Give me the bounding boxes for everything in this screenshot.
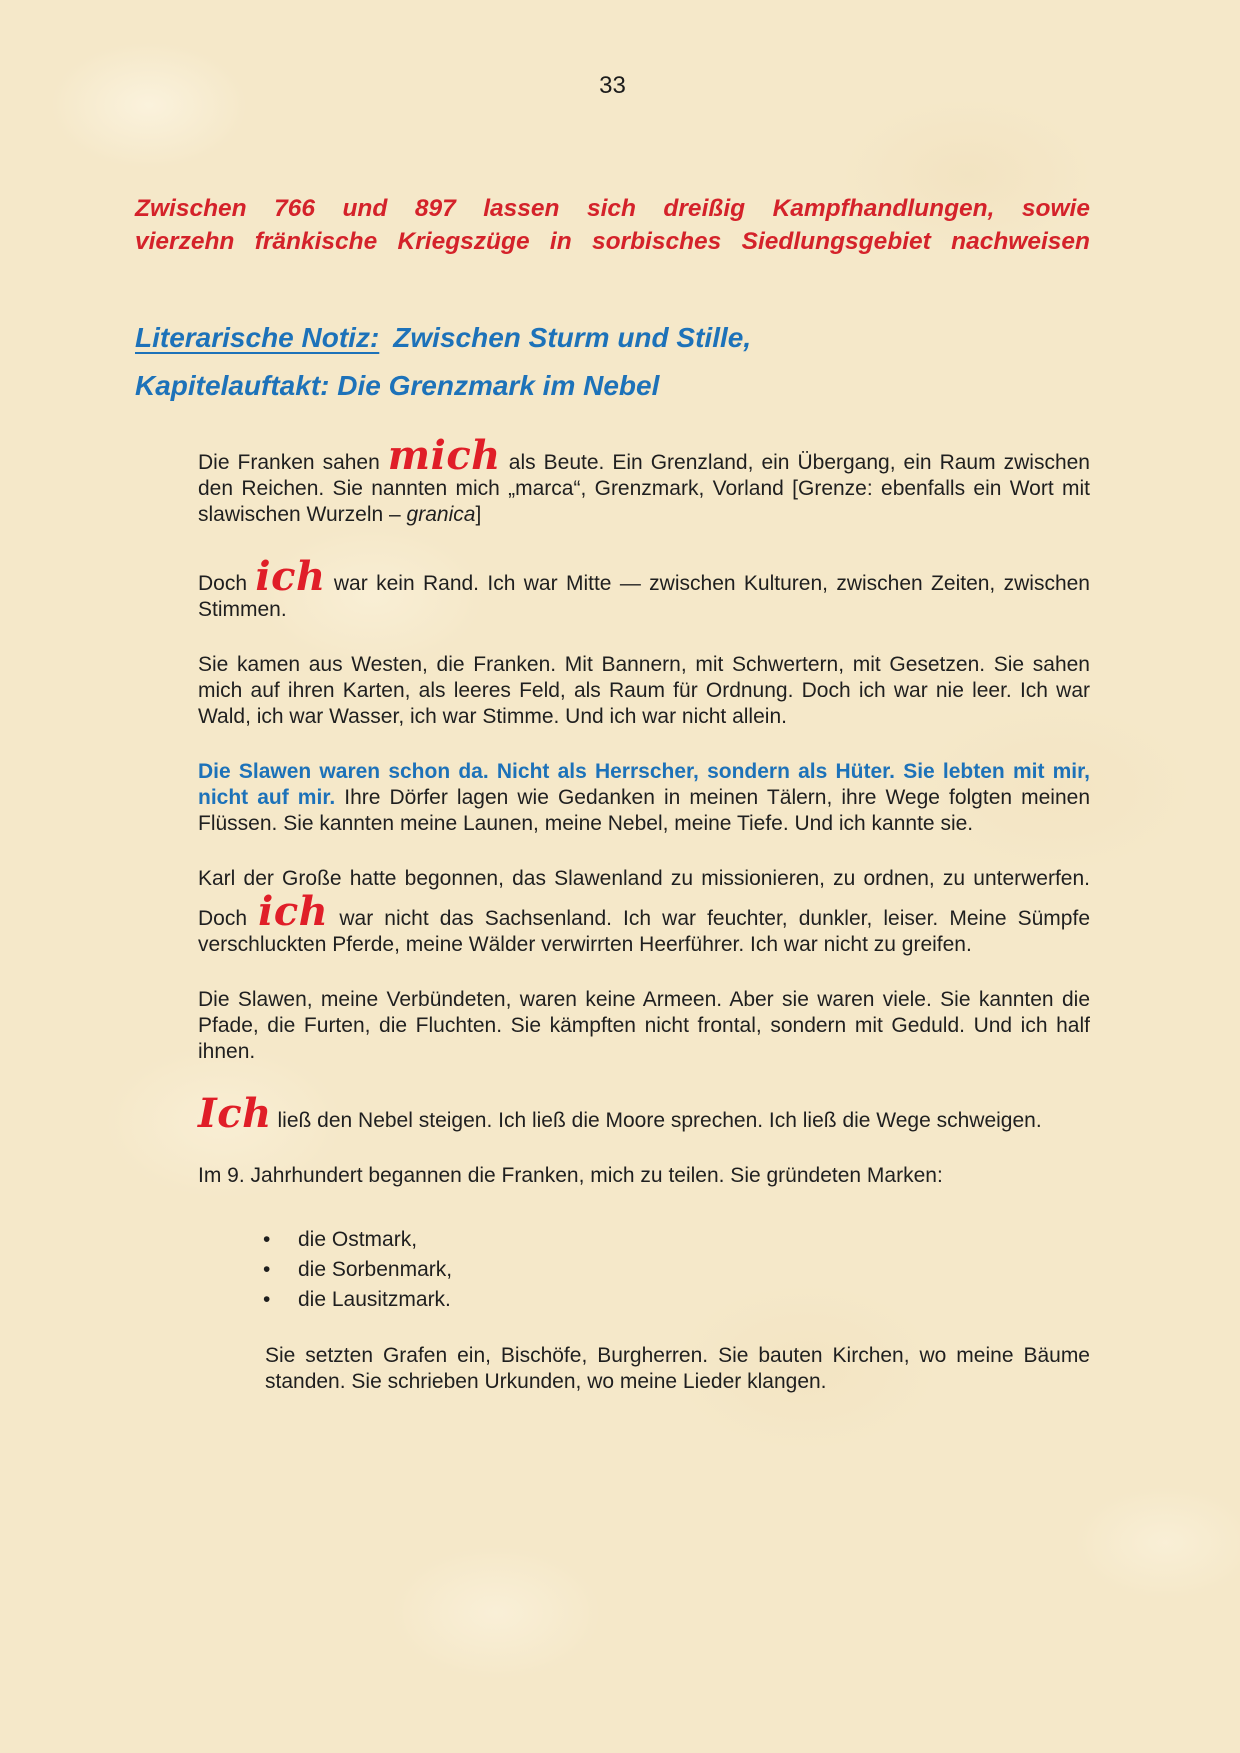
paragraph-nebel [198, 1090, 1090, 1137]
text-segment: Im 9. Jahrhundert begannen die Franken, mich zu teilen. Sie gründeten Marken: [198, 1164, 943, 1187]
paragraph-verbuendete [198, 987, 1090, 1065]
script-word: mich [387, 432, 501, 479]
text-segment: als Beute. Ein Grenzland, ein Übergang, ein Raum zwischen den Reichen. Sie nannten mich „marca“, Grenzmark, Vorland [Grenze: ebenfalls ein Wort mit slawischen Wurzeln – [198, 451, 1090, 526]
script-word: ich [255, 553, 326, 600]
paragraph-karl [198, 866, 1090, 958]
paragraph-beute [198, 432, 1090, 528]
paragraph-slawen [198, 759, 1090, 837]
script-word: Ich [198, 1090, 272, 1137]
intro-statement [135, 192, 1090, 258]
page-number: 33 [599, 72, 626, 99]
list-item-label: die Ostmark, [298, 1228, 418, 1251]
text-segment: Die Franken sahen [198, 451, 388, 474]
intro-line: vierzehn fränkische Kriegszüge in sorbisches Siedlungsgebiet nachweisen [135, 228, 1090, 255]
text-segment: granica [406, 503, 476, 526]
text-segment: ließ den Nebel steigen. Ich ließ die Moore sprechen. Ich ließ die Wege schweigen. [271, 1109, 1042, 1132]
text-segment: Sie kamen aus Westen, die Franken. Mit Bannern, mit Schwertern, mit Gesetzen. Sie sahen mich auf ihren Karten, als leeres Feld, als Raum für Ordnung. Doch ich war nie leer. Ich war Wald, ich war Wasser, ich war Stimme. Und ich war nicht allein. [198, 653, 1090, 728]
bullet-list [263, 1225, 1090, 1315]
text-segment: Ihre Dörfer lagen wie Gedanken in meinen Tälern, ihre Wege folgten meinen Flüssen. Sie kannten meine Launen, meine Nebel, meine Tiefe. Und ich kannte sie. [198, 786, 1091, 835]
paragraph-marken [198, 1163, 1090, 1189]
intro-line: Zwischen 766 und 897 lassen sich dreißig Kampfhandlungen, sowie [135, 195, 1090, 222]
text-segment: Die Slawen, meine Verbündeten, waren keine Armeen. Aber sie waren viele. Sie kannten die Pfade, die Furten, die Fluchten. Sie kämpften nicht frontal, sondern mit Geduld. Und ich half ihnen. [198, 988, 1090, 1063]
list-item [263, 1225, 1090, 1255]
list-item [263, 1255, 1090, 1285]
text-segment: Die Slawen waren schon da. Nicht als Herrscher, sondern als Hüter. Sie lebten mit mir, nicht auf mir. [198, 760, 1090, 809]
heading-title: Zwischen Sturm und Stille, [393, 322, 752, 353]
body-text [198, 432, 1091, 1395]
text-segment: war nicht das Sachsenland. Ich war feuchter, dunkler, leiser. Meine Sümpfe verschluckten Pferde, meine Wälder verwirrten Heerführer. Ich war nicht zu greifen. [198, 907, 1090, 956]
bullet-icon: • [263, 1288, 271, 1311]
text-segment: Karl der Große hatte begonnen, das Slawenland zu missionieren, zu ordnen, zu unterwerfen. Doch [198, 867, 1090, 930]
heading-label: Literarische Notiz: [135, 322, 380, 353]
bullet-icon: • [263, 1228, 271, 1251]
literary-note-heading [135, 320, 1090, 356]
list-item-label: die Lausitzmark. [298, 1288, 451, 1311]
list-item-label: die Sorbenmark, [298, 1258, 453, 1281]
script-word: ich [258, 888, 329, 935]
chapter-heading: Kapitelauftakt: Die Grenzmark im Nebel [135, 370, 660, 401]
text-segment: war kein Rand. Ich war Mitte — zwischen Kulturen, zwischen Zeiten, zwischen Stimmen. [198, 572, 1090, 621]
paragraph-mitte [198, 553, 1090, 623]
text-segment: Doch [198, 572, 256, 595]
paragraph-grafen [265, 1343, 1090, 1395]
text-segment: ] [475, 503, 482, 526]
list-item [263, 1285, 1090, 1315]
paragraph-franken [198, 652, 1090, 730]
bullet-icon: • [263, 1258, 271, 1281]
text-segment: Sie setzten Grafen ein, Bischöfe, Burgherren. Sie bauten Kirchen, wo meine Bäume standen. Sie schrieben Urkunden, wo meine Lieder klangen. [265, 1344, 1090, 1393]
